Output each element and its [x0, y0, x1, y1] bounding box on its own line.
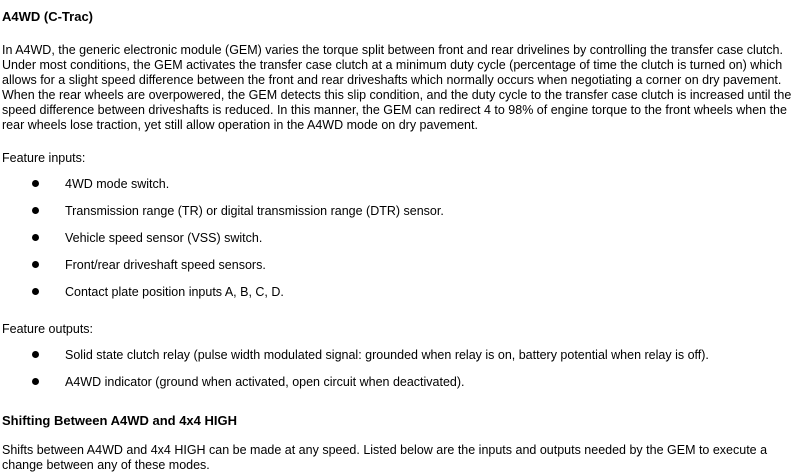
list-item-text: Transmission range (TR) or digital transmission range (DTR) sensor.: [65, 204, 444, 218]
a4wd-intro-paragraph: In A4WD, the generic electronic module (GEM) varies the torque split between front and rear drivelines by controlling the transfer case clutch. Under most conditions, the GEM activates the transfer case clutch at a minimum duty cycle (percentage of time the clutch is turned on) which allows for a slight speed difference between the front and rear driveshafts which normally occurs when negotiating a corner on dry pavement. When the rear wheels are overpowered, the GEM detects this slip condition, and the duty cycle to the transfer case clutch is increased until the speed difference between driveshafts is reduced. In this manner, the GEM can redirect 4 to 98% of engine torque to the front wheels when the rear wheels lose traction, yet still allow operation in the A4WD mode on dry pavement.: [2, 43, 792, 132]
list-item: [2, 342, 800, 369]
list-item-text: Vehicle speed sensor (VSS) switch.: [65, 231, 263, 245]
bullet-icon: [32, 180, 39, 187]
bullet-icon: [32, 234, 39, 241]
feature-inputs-label: Feature inputs:: [2, 151, 86, 165]
list-item: [2, 198, 800, 225]
list-item: [2, 369, 800, 396]
section-heading-a4wd: A4WD (C-Trac): [2, 9, 94, 24]
bullet-icon: [32, 261, 39, 268]
list-item-text: Front/rear driveshaft speed sensors.: [65, 258, 266, 272]
list-item-text: Solid state clutch relay (pulse width modulated signal: grounded when relay is on, battery potential when relay is off).: [65, 348, 709, 362]
list-item-text: Contact plate position inputs A, B, C, D.: [65, 285, 284, 299]
list-item: [2, 225, 800, 252]
list-item-text: A4WD indicator (ground when activated, open circuit when deactivated).: [65, 375, 465, 389]
feature-outputs-label: Feature outputs:: [2, 322, 94, 336]
shifting-paragraph: Shifts between A4WD and 4x4 HIGH can be made at any speed. Listed below are the inputs and outputs needed by the GEM to execute a change between any of these modes.: [2, 443, 768, 472]
list-item: [2, 252, 800, 279]
list-item: [2, 171, 800, 198]
feature-outputs-list: [2, 342, 800, 396]
list-item-text: 4WD mode switch.: [65, 177, 170, 191]
bullet-icon: [32, 207, 39, 214]
bullet-icon: [32, 288, 39, 295]
bullet-icon: [32, 351, 39, 358]
feature-inputs-list: [2, 171, 800, 306]
section-heading-shifting: Shifting Between A4WD and 4x4 HIGH: [2, 413, 237, 428]
bullet-icon: [32, 378, 39, 385]
list-item: [2, 279, 800, 306]
